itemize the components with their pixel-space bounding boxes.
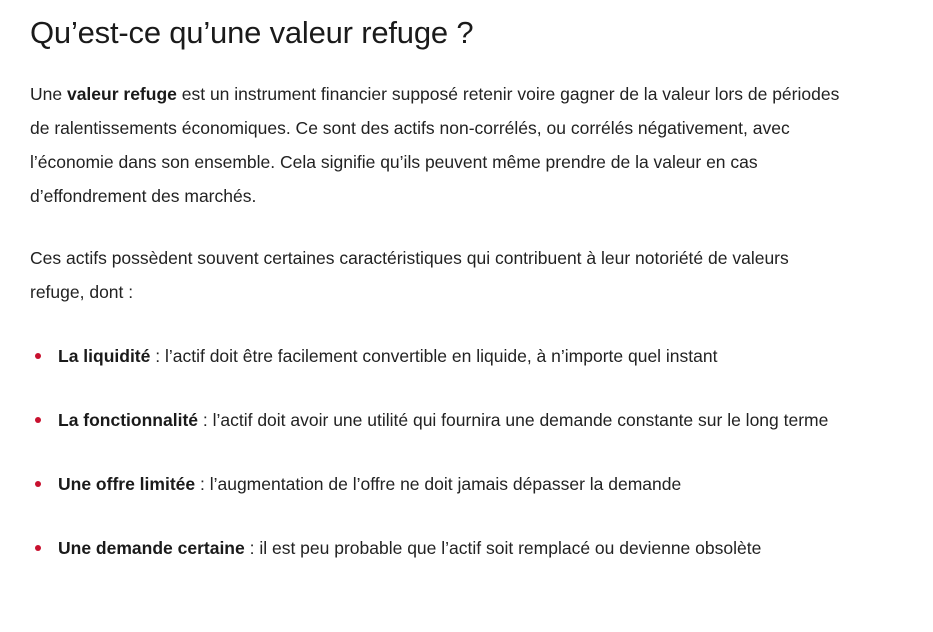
list-item xyxy=(30,403,840,437)
characteristics-list xyxy=(30,339,840,565)
list-item-term: Une demande certaine xyxy=(58,538,245,558)
list-item-text: : l’augmentation de l’offre ne doit jamais dépasser la demande xyxy=(195,474,682,494)
list-item xyxy=(30,339,840,373)
list-item-term: La fonctionnalité xyxy=(58,410,198,430)
list-item-text: : l’actif doit avoir une utilité qui fournira une demande constante sur le long terme xyxy=(198,410,829,430)
list-item-term: La liquidité xyxy=(58,346,151,366)
list-item-text: : il est peu probable que l’actif soit remplacé ou devienne obsolète xyxy=(244,538,762,558)
list-item xyxy=(30,467,840,501)
intro-bold-term: valeur refuge xyxy=(66,84,177,104)
bullet-dot-icon xyxy=(35,481,41,487)
list-item xyxy=(30,531,840,565)
list-item-text: : l’actif doit être facilement convertible en liquide, à n’importe quel instant xyxy=(150,346,718,366)
intro-paragraph xyxy=(30,77,840,213)
intro-text-before: Une xyxy=(30,84,67,104)
intro-text-after: est un instrument financier supposé retenir voire gagner de la valeur lors de périodes de ralentissements économiques. Ce sont des actifs non-corrélés, ou corrélés négativement, avec l’économie dans son ensemble. Cela signifie qu’ils peuvent même prendre de la valeur en cas d’effondrement des marchés. xyxy=(30,84,840,206)
bullet-dot-icon xyxy=(35,353,41,359)
bullet-dot-icon xyxy=(35,417,41,423)
list-item-term: Une offre limitée xyxy=(58,474,196,494)
article-title: Qu’est-ce qu’une valeur refuge ? xyxy=(30,15,474,50)
characteristics-paragraph: Ces actifs possèdent souvent certaines caractéristiques qui contribuent à leur notoriété de valeurs refuge, dont : xyxy=(30,248,789,302)
bullet-dot-icon xyxy=(35,545,41,551)
